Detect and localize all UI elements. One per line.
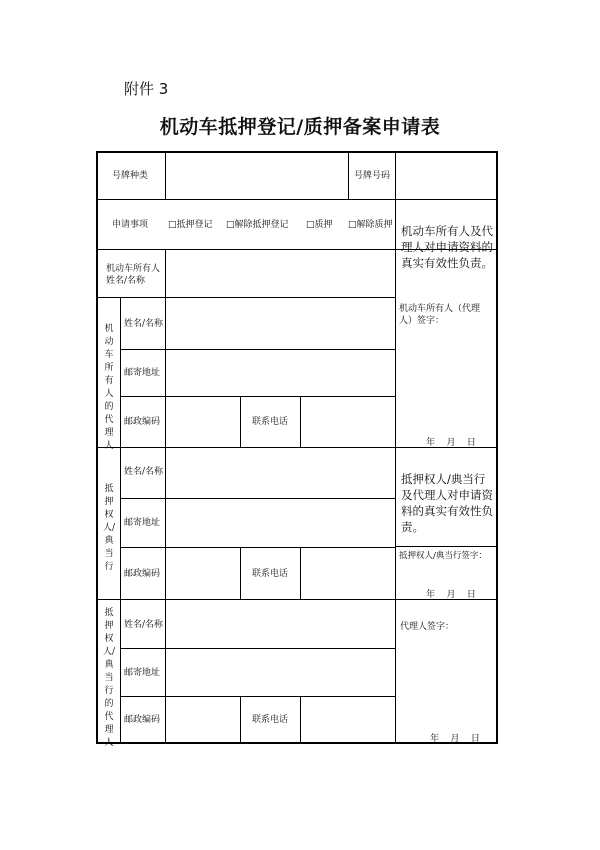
col-divider [165,249,166,297]
plate-number-label: 号牌号码 [354,171,391,181]
mortgagee-agent-address-label: 邮寄地址 [124,668,161,678]
attachment-label: 附件 3 [124,80,169,98]
col-divider [240,547,241,599]
mortgagee-phone-label: 联系电话 [252,569,289,579]
checkbox-pledge-release[interactable]: □解除质押 [348,220,393,230]
owner-agent-section-label: 机动车所有人的代理人 [104,324,114,451]
col-divider [165,297,166,742]
row-divider [120,349,395,350]
owner-agent-phone-label: 联系电话 [252,417,289,427]
mortgagee-section-label: 抵押权人/典当行 [103,484,116,572]
mortgagee-responsibility-statement: 抵押权人/典当行及代理人对申请资料的真实有效性负责。 [401,472,493,534]
row-divider [395,546,496,547]
row-divider [120,396,395,397]
owner-agent-postcode-label: 邮政编码 [124,417,161,427]
col-divider [240,696,241,742]
agent-signature-date: 年 月 日 [430,734,480,744]
col-divider [300,396,301,447]
col-divider [395,199,396,742]
row-divider [98,297,395,298]
mortgagee-agent-postcode-label: 邮政编码 [124,715,161,725]
mortgagee-agent-name-label: 姓名/名称 [124,620,164,630]
owner-name-label: 机动车所有人姓名/名称 [106,264,161,286]
col-divider [120,297,121,742]
checkbox-mortgage-release[interactable]: □解除抵押登记 [226,220,289,230]
row-divider [120,547,395,548]
row-divider [120,498,395,499]
checkbox-mortgage-registration[interactable]: □抵押登记 [168,220,213,230]
mortgagee-postcode-label: 邮政编码 [124,569,161,579]
col-divider [348,153,349,199]
owner-agent-name-label: 姓名/名称 [124,319,164,329]
form-title: 机动车抵押登记/质押备案申请表 [159,116,441,138]
mortgagee-agent-phone-label: 联系电话 [252,715,289,725]
owner-responsibility-statement: 机动车所有人及代理人对申请资料的真实有效性负责。 [401,224,493,270]
col-divider [300,547,301,599]
mortgagee-signature-label: 抵押权人/典当行签字： [399,551,487,561]
mortgagee-agent-section-label: 抵押权人/典当行的代理人 [103,608,116,748]
col-divider [165,153,166,199]
owner-agent-address-label: 邮寄地址 [124,368,161,378]
checkbox-pledge[interactable]: □质押 [306,220,333,230]
owner-signature-label: 机动车所有人（代理人）签字： [399,304,481,326]
row-divider [120,696,395,697]
application-item-label: 申请事项 [112,220,149,230]
agent-signature-label: 代理人签字： [400,622,455,632]
col-divider [395,153,396,199]
mortgagee-address-label: 邮寄地址 [124,518,161,528]
col-divider [300,696,301,742]
mortgagee-signature-date: 年 月 日 [426,590,476,600]
mortgagee-name-label: 姓名/名称 [124,467,164,477]
owner-signature-date: 年 月 日 [426,438,476,448]
row-divider [98,199,496,200]
row-divider [120,648,395,649]
plate-type-label: 号牌种类 [112,171,149,181]
application-form-table [96,151,498,748]
col-divider [240,396,241,447]
